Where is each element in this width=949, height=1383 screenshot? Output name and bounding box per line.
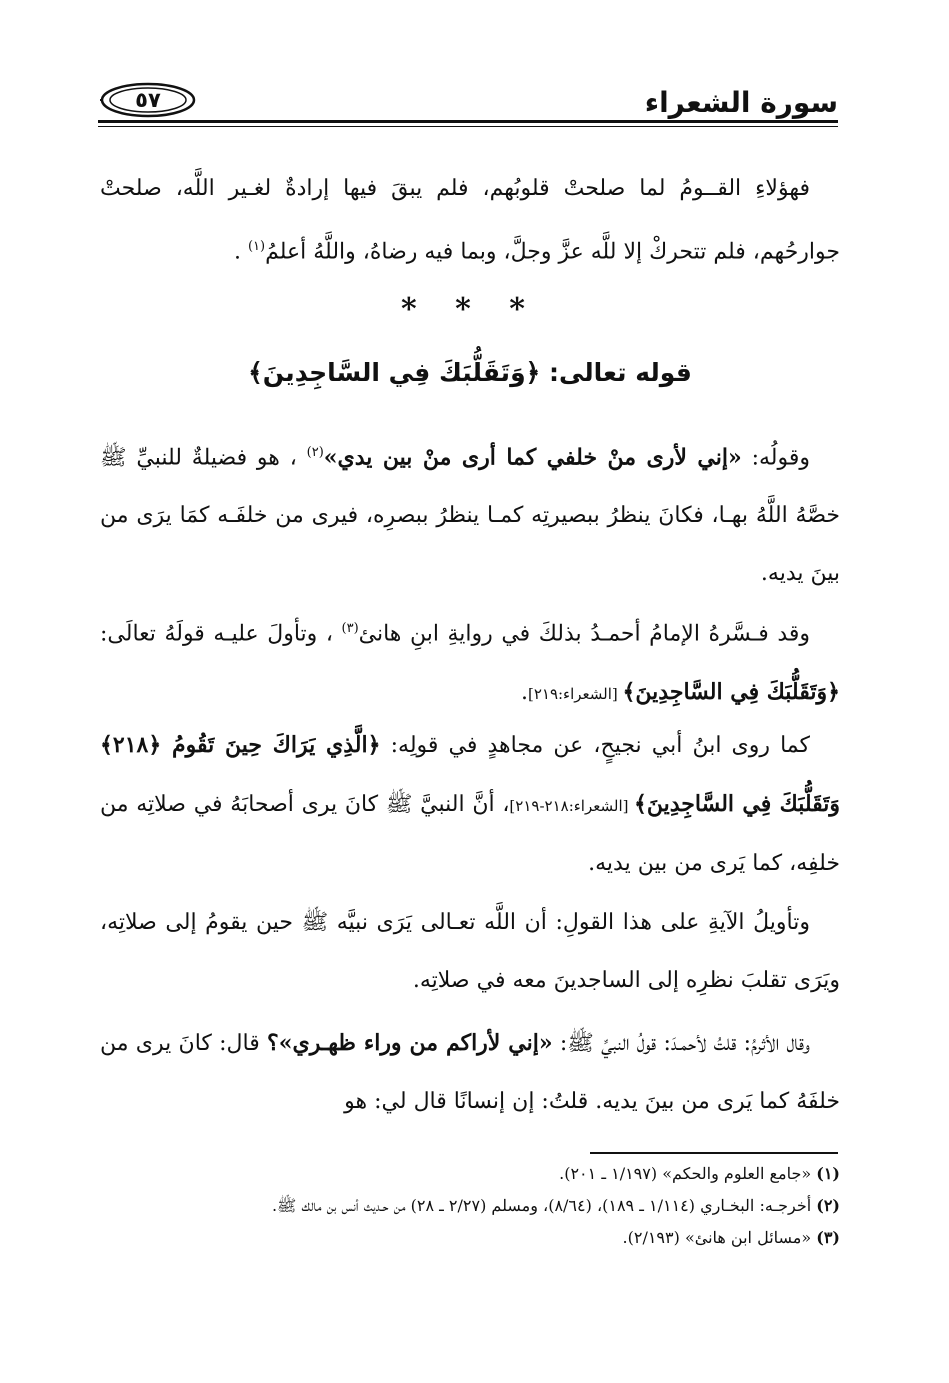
question-mark: ؟: [267, 1030, 279, 1056]
hadith-quote: «إني لأراكم من وراء ظهـري»: [278, 1030, 553, 1056]
paragraph-text: ، وتأولَ عليـه قولَهُ تعالَى:: [100, 621, 342, 647]
footnotes: [100, 1158, 840, 1254]
paragraph-6: [100, 1014, 840, 1131]
paragraph-text: وتأويلُ الآيةِ على هذا القولِ: أن اللَّه تعـالى يَرَى نبيَّه ﷺ حين يقومُ إلى صلاتِه، ويَرَى تقلبَ نظرِه إلى الساجدينَ معه في صلاتِه.: [100, 910, 840, 993]
paragraph-end: .: [233, 239, 248, 265]
footnote-text: أخرجـه: البخـاري (١/١١٤ ـ ١٨٩)، (٨/٦٤)، ومسلم (٢/٢٧ ـ ٢٨) من حـديث أنس بن مالك ﷺ.: [271, 1196, 817, 1215]
quran-verse: ﴿وَتَقَلُّبَكَ فِي السَّاجِدِينَ﴾: [622, 679, 840, 706]
header-rule-thin: [98, 126, 838, 127]
footnote-separator: [590, 1152, 838, 1154]
hadith-quote: «إني لأرى منْ خلفي كما أرى منْ بين يدي»: [323, 444, 742, 471]
paragraph-text: وقال الأثرمُ: قلتُ لأحمـدَ: قولُ النبيِّ ﷺ:: [552, 1031, 810, 1056]
paragraph-5: [100, 894, 840, 1010]
verse-reference: [الشعراء:٢١٩]: [527, 685, 623, 704]
footnote-text: «جامع العلوم والحكم» (١/١٩٧ ـ ٢٠١).: [559, 1164, 817, 1183]
paragraph-text: قال: كانَ يرى من خلفَهُ كما يَرى من بينَ يديه. قلتُ: إن إنسانًا قال لي: هو: [100, 1031, 840, 1114]
paragraph-3: [100, 600, 840, 723]
verse-reference: [الشعراء:٢١٨-٢١٩]: [509, 797, 634, 815]
page-number: ٥٧: [135, 88, 161, 112]
footnote-1: [100, 1158, 840, 1190]
page-number-badge: [100, 82, 196, 118]
paragraph-text: ، أنَّ النبيَّ ﷺ كانَ يرى أصحابَهُ في صلاتِه من خلفِه، كما يَرى من بين يديه.: [100, 792, 840, 876]
paragraph-2: [100, 424, 840, 603]
section-separator: * * *: [401, 292, 539, 327]
paragraph-end: .: [520, 680, 528, 706]
paragraph-4: [100, 716, 840, 893]
paragraph-text: فهؤلاءِ القــومُ لما صلحتْ قلوبُهم، فلم يبقَ فيها إرادةٌ لغـير اللَّه، صلحتْ جوارحُهم، فلم تتحركْ إلا للَّه عزَّ وجلَّ، وبما فيه رضاهُ، واللَّهُ أعلمُ: [100, 176, 840, 265]
quran-verse: ﴿الَّذِي يَرَاكَ حِينَ تَقُومُ ﴿٢١٨﴾ وَتَقَلُّبَكَ فِي السَّاجِدِينَ﴾: [100, 732, 840, 817]
paragraph-text: وقد فـسَّرهُ الإمامُ أحمـدُ بذلكَ في روايةِ ابنِ هانئ: [358, 621, 811, 647]
footnote-text: «مسائل ابن هانئ» (٢/١٩٣).: [622, 1228, 817, 1247]
surah-title: سورة الشعراء: [644, 86, 838, 119]
footnote-ref: (٣): [341, 621, 359, 636]
header-rule: [98, 120, 838, 123]
footnote-2: [100, 1190, 840, 1222]
section-heading: قوله تعالى: ﴿وَتَقَلُّبَكَ فِي السَّاجِدِينَ﴾: [248, 358, 692, 387]
footnote-number: (٣): [816, 1228, 840, 1247]
paragraph-text: كما روى ابنُ أبي نجيحٍ، عن مجاهدٍ في قولِه:: [380, 733, 811, 758]
paragraph-text: وقولُه:: [741, 445, 810, 471]
footnote-ref: (٢): [306, 445, 324, 460]
footnote-number: (١): [816, 1164, 840, 1183]
page-header: [98, 80, 838, 132]
footnote-3: [100, 1222, 840, 1254]
paragraph-text: ، هو فضيلةٌ للنبيِّ ﷺ خصَّهُ اللَّهُ بهـا، فكانَ ينظرُ ببصيرتِه كمـا ينظرُ ببصرِه، فيرى من خلفَـه كمَا يرَى من بينَ يديه.: [100, 445, 840, 587]
footnote-ref: (١): [247, 239, 266, 254]
paragraph-1: [100, 160, 840, 281]
footnote-number: (٢): [816, 1196, 840, 1215]
